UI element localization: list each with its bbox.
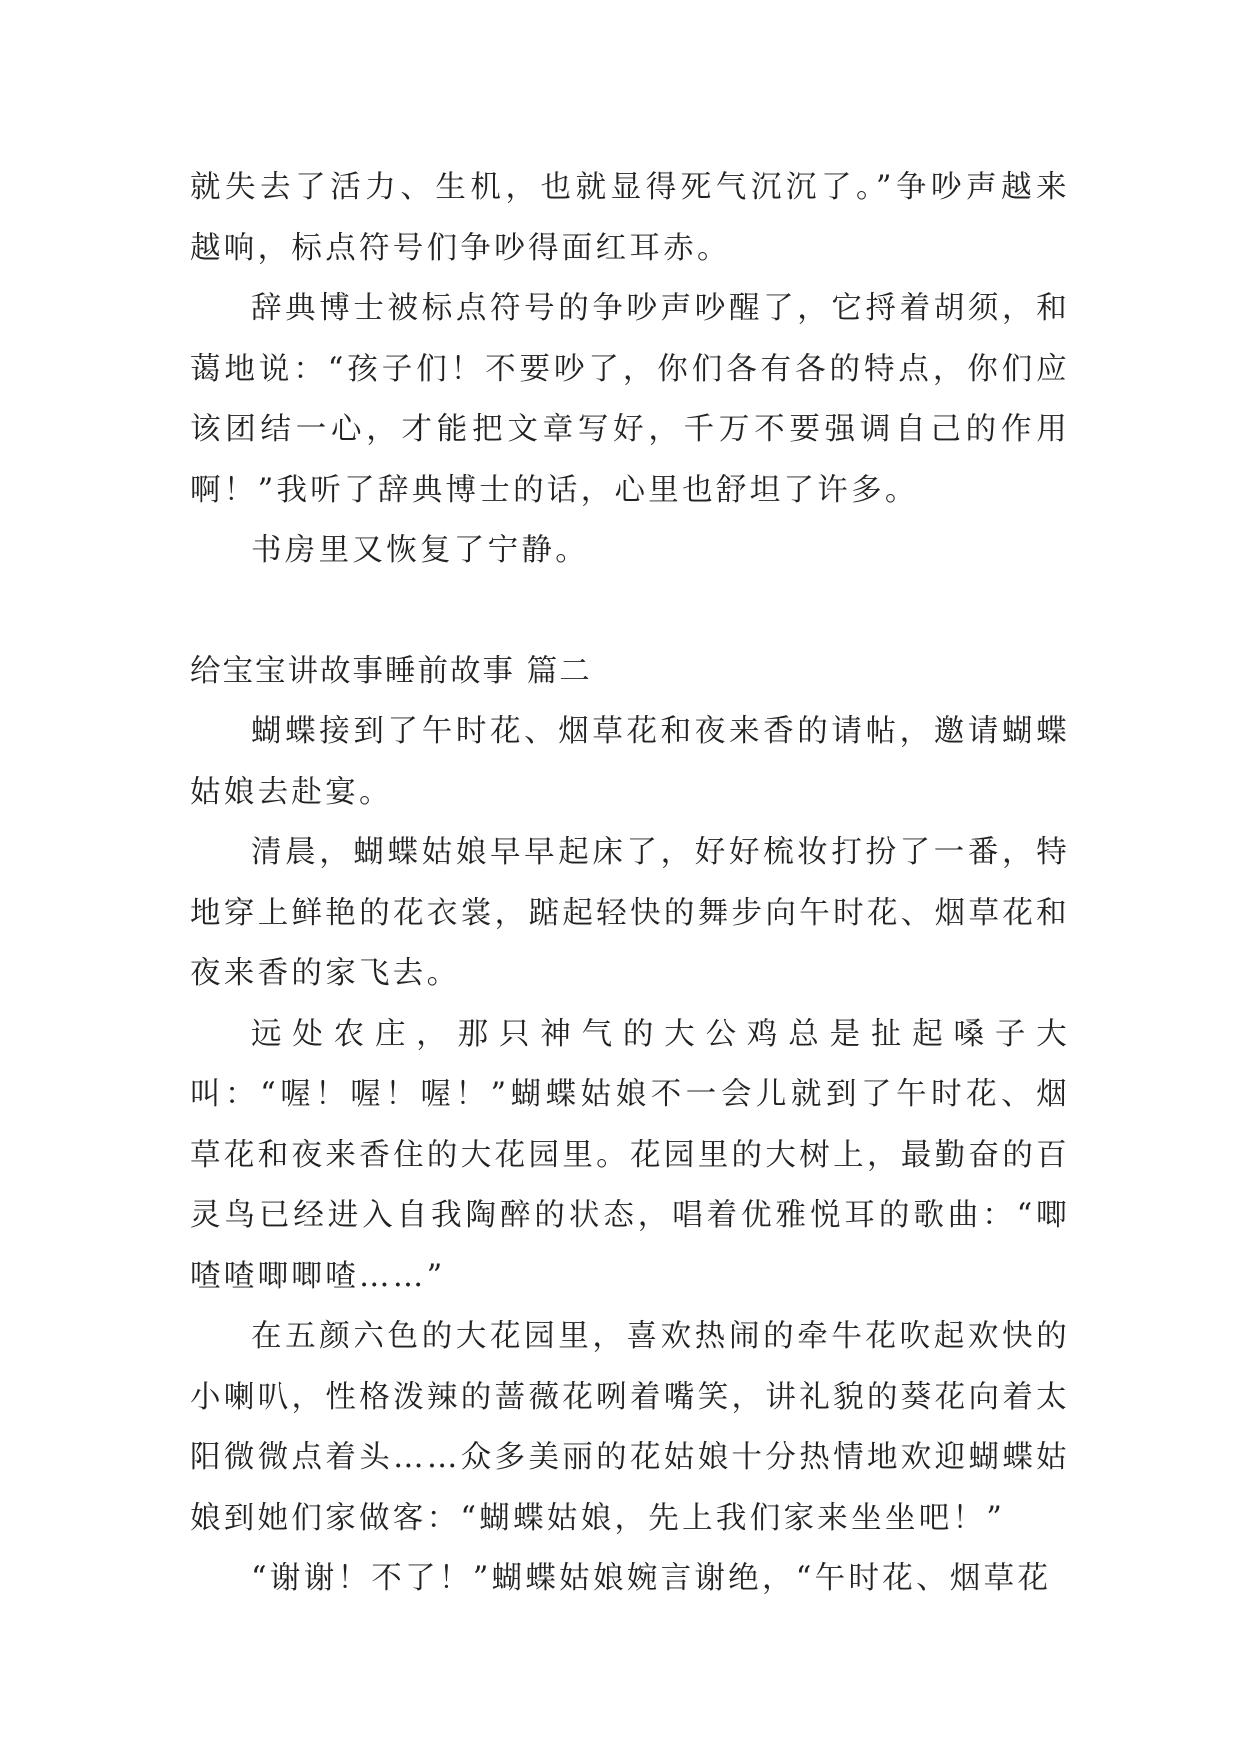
paragraph-garden: 在五颜六色的大花园里，喜欢热闹的牵牛花吹起欢快的小喇叭，性格泼辣的蔷薇花咧着嘴笑，讲礼貌的葵花向着太阳微微点着头……众多美丽的花姑娘十分热情地欢迎蝴蝶姑娘到她们家做客：“蝴蝶姑娘，先上我们家来坐坐吧！” (190, 1319, 1070, 1536)
paragraph-continued: 就失去了活力、生机，也就显得死气沉沉了。”争吵声越来越响，标点符号们争吵得面红耳赤。 (190, 170, 1070, 266)
paragraph-farm: 远处农庄，那只神气的大公鸡总是扯起嗓子大叫：“喔！喔！喔！”蝴蝶姑娘不一会儿就到了午时花、烟草花和夜来香住的大花园里。花园里的大树上，最勤奋的百灵鸟已经进入自我陶醉的状态，唱着优雅悦耳的歌曲：“唧喳喳唧唧喳……” (190, 1016, 1070, 1294)
paragraph-decline: “谢谢！不了！”蝴蝶姑娘婉言谢绝，“午时花、烟草花 (251, 1561, 1052, 1596)
paragraph-dictionary-doctor: 辞典博士被标点符号的争吵声吵醒了，它捋着胡须，和蔼地说：“孩子们！不要吵了，你们各有各的特点，你们应该团结一心，才能把文章写好，千万不要强调自己的作用啊！”我听了辞典博士的话，心里也舒坦了许多。 (190, 291, 1070, 508)
paragraph-invitation: 蝴蝶接到了午时花、烟草花和夜来香的请帖，邀请蝴蝶姑娘去赴宴。 (190, 714, 1070, 810)
section-title: 给宝宝讲故事睡前故事 篇二 (190, 653, 592, 689)
document-body (190, 158, 1070, 1610)
paragraph-study-quiet: 书房里又恢复了宁静。 (251, 533, 589, 568)
paragraph-morning: 清晨，蝴蝶姑娘早早起床了，好好梳妆打扮了一番，特地穿上鲜艳的花衣裳，踮起轻快的舞步向午时花、烟草花和夜来香的家飞去。 (190, 835, 1070, 991)
